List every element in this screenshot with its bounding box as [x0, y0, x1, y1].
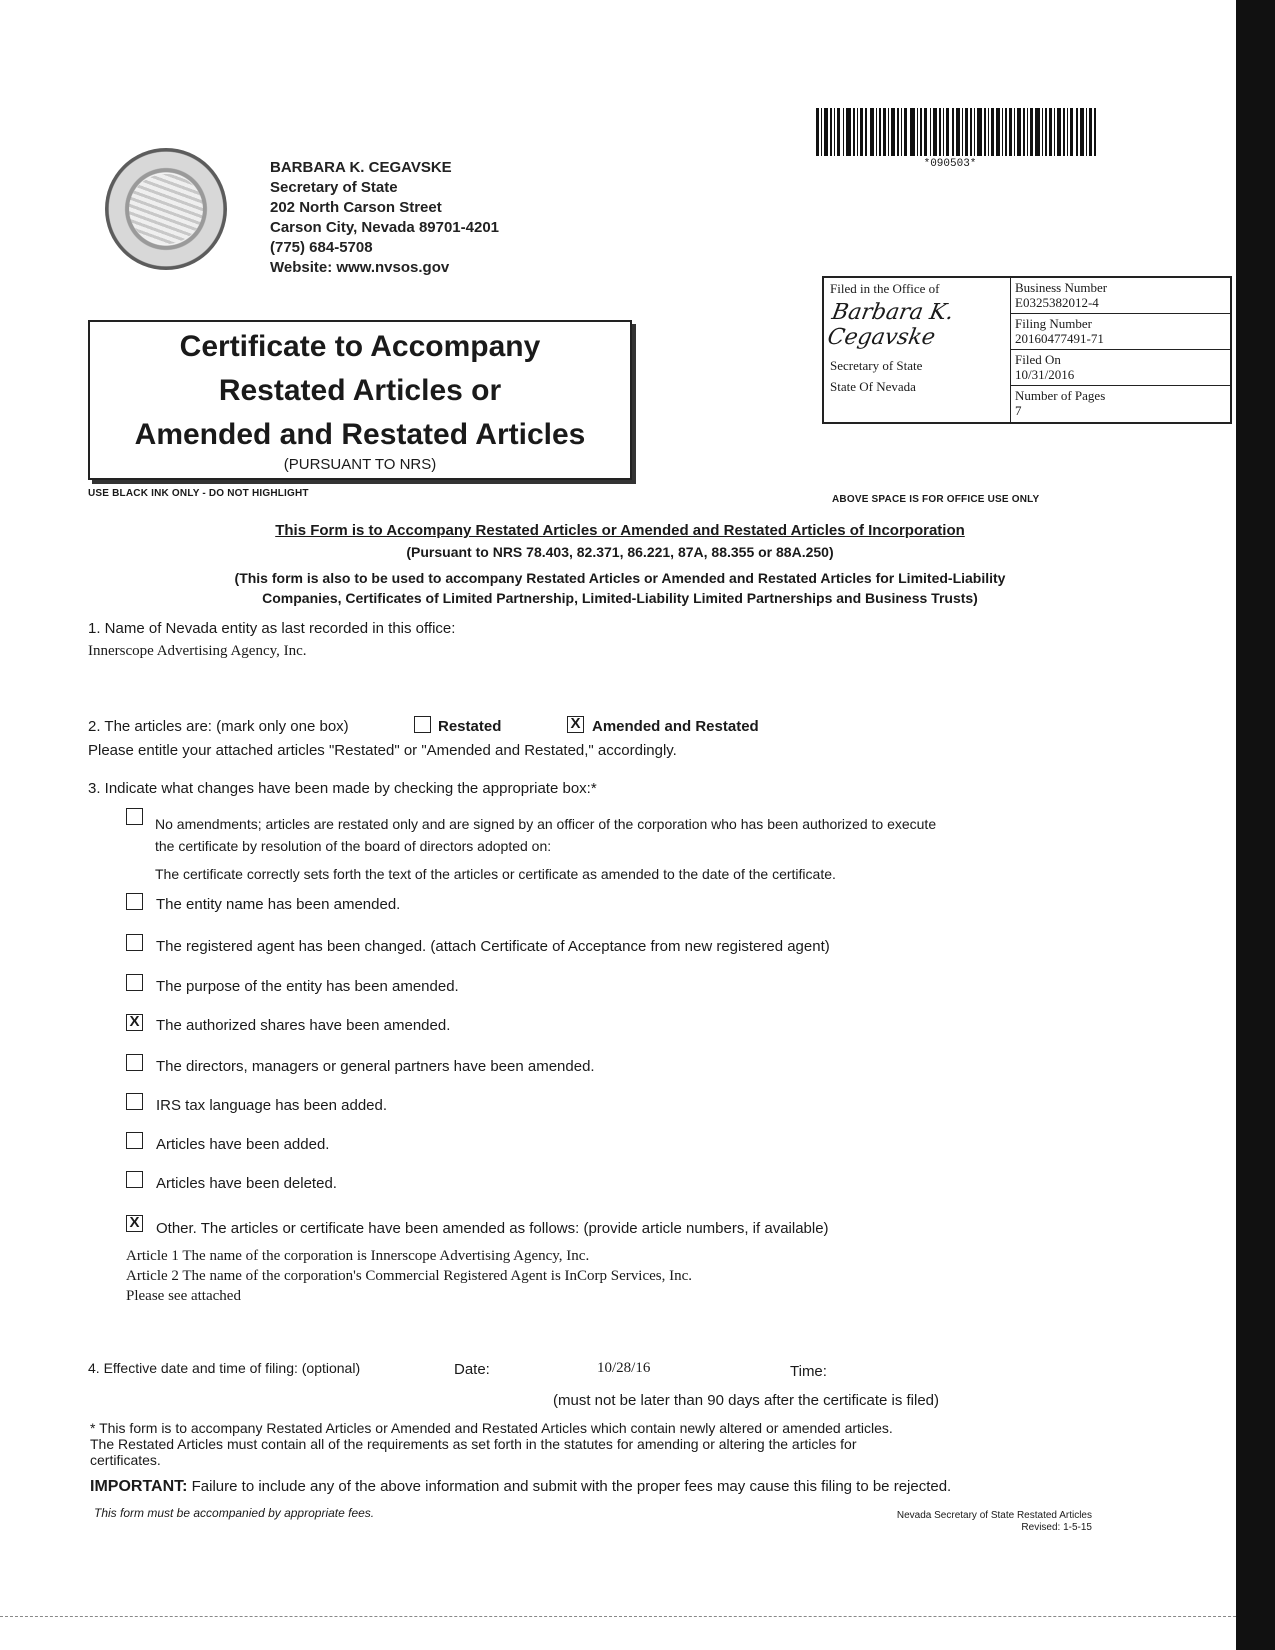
date-value[interactable]: 10/28/16 — [597, 1360, 651, 1376]
business-number-cell — [1011, 278, 1230, 314]
restated-label: Restated — [438, 718, 502, 735]
option-label: The directors, managers or general partners have been amended. — [156, 1058, 595, 1075]
fees-note: This form must be accompanied by appropriate fees. — [94, 1506, 375, 1520]
no-amendments-line3: The certificate correctly sets forth the text of the articles or certificate as amended to the date of the certificate. — [155, 866, 836, 882]
office-values — [1011, 278, 1230, 422]
option-label: The purpose of the entity has been amended. — [156, 978, 459, 995]
revision-line2: Revised: 1-5-15 — [1021, 1522, 1092, 1533]
other-amendment-line: Article 1 The name of the corporation is Innerscope Advertising Agency, Inc. — [126, 1248, 590, 1264]
articles-entitle-note: Please entitle your attached articles "Restated" or "Amended and Restated," accordingly. — [88, 742, 677, 759]
secretary-info — [270, 158, 499, 278]
other-amendment-line: Please see attached — [126, 1288, 241, 1304]
option-checkbox[interactable] — [126, 1054, 143, 1071]
option-label: Articles have been added. — [156, 1136, 330, 1153]
filing-number-label: Filing Number — [1015, 316, 1092, 331]
footnote — [90, 1420, 893, 1468]
intro-line4: Companies, Certificates of Limited Partnership, Limited-Liability Limited Partnerships and Business Trusts) — [262, 590, 978, 606]
entity-name-label: 1. Name of Nevada entity as last recorded in this office: — [88, 620, 456, 637]
state-of-nevada-label: State Of Nevada — [830, 379, 916, 394]
secretary-phone: (775) 684-5708 — [270, 239, 373, 256]
option-checkbox[interactable]: X — [126, 1014, 143, 1031]
secretary-website: Website: www.nvsos.gov — [270, 259, 450, 276]
important-text: Failure to include any of the above information and submit with the proper fees may cause this filing to be rejected. — [191, 1478, 952, 1495]
revision-info — [760, 1510, 1092, 1534]
filed-on-value: 10/31/2016 — [1015, 367, 1075, 382]
option-label: The authorized shares have been amended. — [156, 1017, 451, 1034]
secretary-of-state-label: Secretary of State — [830, 358, 923, 373]
form-title-line3: Amended and Restated Articles — [134, 418, 586, 451]
option-label: IRS tax language has been added. — [156, 1097, 388, 1114]
pages-cell — [1011, 386, 1230, 422]
changes-label: 3. Indicate what changes have been made by checking the appropriate box:* — [88, 780, 597, 797]
option-label: Articles have been deleted. — [156, 1175, 337, 1192]
filed-on-label: Filed On — [1015, 352, 1061, 367]
intro-line1: This Form is to Accompany Restated Articles or Amended and Restated Articles of Incorporation — [275, 522, 965, 539]
important-label: IMPORTANT: — [90, 1478, 188, 1495]
filed-in-office-cell — [824, 278, 1011, 422]
revision-line1: Nevada Secretary of State Restated Articles — [896, 1510, 1092, 1521]
option-label: Other. The articles or certificate have been amended as follows: (provide article numbers, if available) — [156, 1220, 829, 1237]
option-checkbox[interactable] — [126, 974, 143, 991]
form-title-box — [88, 320, 632, 480]
office-use-note: ABOVE SPACE IS FOR OFFICE USE ONLY — [832, 494, 1040, 505]
ink-note: USE BLACK INK ONLY - DO NOT HIGHLIGHT — [88, 488, 309, 499]
other-amendment-line: Article 2 The name of the corporation's Commercial Registered Agent is InCorp Services, Inc. — [126, 1268, 693, 1284]
form-title-line2: Restated Articles or — [218, 374, 502, 407]
secretary-city: Carson City, Nevada 89701-4201 — [270, 219, 500, 236]
secretary-signature: Barbara K. Cegavske — [825, 300, 956, 350]
option-checkbox[interactable] — [126, 1093, 143, 1110]
entity-name-value[interactable]: Innerscope Advertising Agency, Inc. — [88, 643, 307, 659]
restated-checkbox[interactable] — [414, 716, 431, 733]
amended-restated-checkbox[interactable]: X — [567, 716, 584, 733]
option-checkbox[interactable] — [126, 893, 143, 910]
option-checkbox[interactable] — [126, 1132, 143, 1149]
important-notice — [90, 1478, 951, 1496]
intro-line2: (Pursuant to NRS 78.403, 82.371, 86.221, 87A, 88.355 or 88A.250) — [406, 544, 834, 560]
date-limit-note: (must not be later than 90 days after the certificate is filed) — [553, 1392, 940, 1409]
pages-label: Number of Pages — [1015, 388, 1106, 403]
filing-number-cell — [1011, 314, 1230, 350]
date-label: Date: — [454, 1361, 490, 1378]
footnote-line3: certificates. — [90, 1452, 161, 1468]
effective-date-label: 4. Effective date and time of filing: (optional) — [88, 1360, 361, 1376]
option-checkbox[interactable]: X — [126, 1215, 143, 1232]
office-use-box — [822, 276, 1232, 424]
amended-restated-label: Amended and Restated — [592, 718, 759, 735]
filed-on-cell — [1011, 350, 1230, 386]
no-amendments-checkbox[interactable] — [126, 808, 143, 825]
page-bottom-rule — [0, 1616, 1236, 1617]
secretary-street: 202 North Carson Street — [270, 199, 442, 216]
option-label: The entity name has been amended. — [156, 896, 401, 913]
articles-type-label: 2. The articles are: (mark only one box) — [88, 718, 349, 735]
footnote-line2: The Restated Articles must contain all of the requirements as set forth in the statutes for amending or altering the articles for — [90, 1436, 857, 1452]
no-amendments-line2: the certificate by resolution of the board of directors adopted on: — [155, 838, 552, 854]
form-subtitle: (PURSUANT TO NRS) — [283, 456, 437, 473]
barcode-icon — [816, 108, 1096, 156]
business-number-label: Business Number — [1015, 280, 1108, 295]
footnote-line1: * This form is to accompany Restated Articles or Amended and Restated Articles which contain newly altered or amended articles. — [90, 1420, 893, 1436]
filed-in-label: Filed in the Office of — [830, 281, 940, 296]
no-amendments-line1: No amendments; articles are restated only and are signed by an officer of the corporation who has been authorized to execute — [155, 816, 937, 832]
scan-edge — [1236, 0, 1275, 1650]
nevada-seal-icon — [105, 148, 227, 270]
secretary-name: BARBARA K. CEGAVSKE — [270, 159, 452, 176]
filing-number-value: 20160477491-71 — [1015, 331, 1104, 346]
pages-value: 7 — [1015, 403, 1022, 418]
business-number-value: E0325382012-4 — [1015, 295, 1099, 310]
secretary-title: Secretary of State — [270, 179, 398, 196]
intro-line3: (This form is also to be used to accompany Restated Articles or Amended and Restated Articles for Limited-Liability — [234, 570, 1006, 586]
option-label: The registered agent has been changed. (attach Certificate of Acceptance from new registered agent) — [156, 938, 830, 955]
form-title-line1: Certificate to Accompany — [179, 330, 541, 363]
barcode-number: *090503* — [923, 158, 977, 170]
option-checkbox[interactable] — [126, 1171, 143, 1188]
time-label: Time: — [790, 1363, 827, 1380]
option-checkbox[interactable] — [126, 934, 143, 951]
